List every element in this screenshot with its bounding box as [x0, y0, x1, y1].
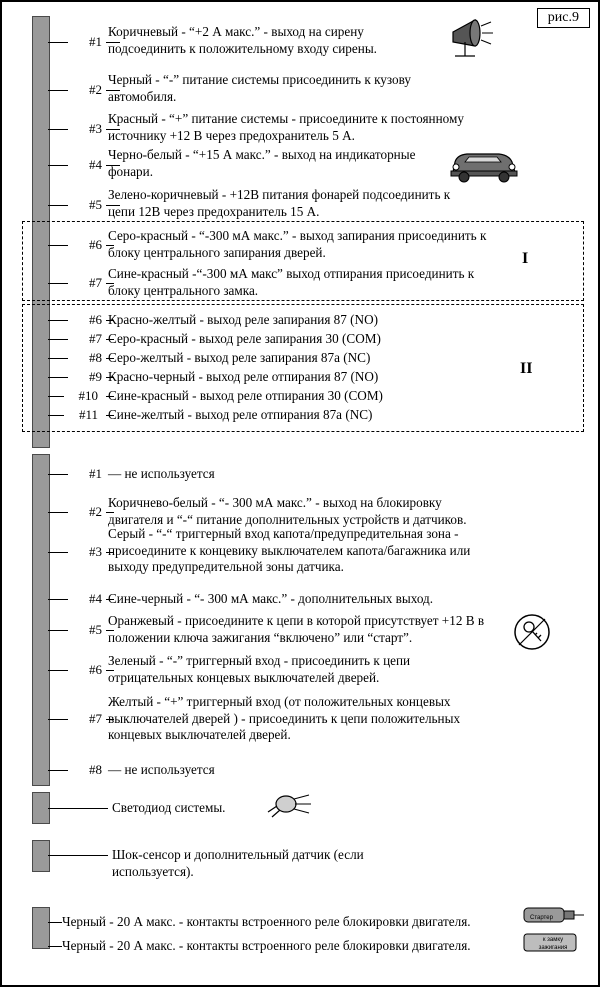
wire-number-b6: #6 [89, 662, 102, 677]
wire-number-2: #2 [89, 82, 102, 97]
wire-text-g2-7: Серо-красный - выход реле запирания 30 (COM) [108, 331, 381, 346]
wire-number-5: #5 [89, 197, 102, 212]
relay-text-2: Черный - 20 А макс. - контакты встроенного реле блокировки двигателя. [62, 938, 471, 953]
wire-number-b7: #7 [89, 711, 102, 726]
wire-text-3: Красный - “+” питание системы - присоедините к постоянному источнику +12 В через предохранитель 5 А. [108, 111, 464, 143]
wire-text-g2-6: Красно-желтый - выход реле запирания 87 (NO) [108, 312, 378, 327]
car-icon [445, 142, 525, 186]
siren-icon [445, 16, 515, 64]
wire-number-g2-7: #7 [89, 331, 102, 346]
wire-number-b8: #8 [89, 762, 102, 777]
wire-number-1: #1 [89, 34, 102, 49]
wire-number-b3: #3 [89, 544, 102, 559]
wire-text-g2-10: Сине-красный - выход реле отпирания 30 (COM) [108, 388, 383, 403]
ignition-key-icon [508, 610, 556, 654]
wire-number-3: #3 [89, 121, 102, 136]
wire-text-b6: Зеленый - “-” триггерный вход - присоединить к цепи отрицательных концевых выключателей дверей. [108, 653, 411, 685]
wire-number-g2-8: #8 [89, 350, 102, 365]
group-two-roman: II [520, 360, 533, 377]
wire-text-7: Сине-красный -“-300 мА макс” выход отпирания присоединить к блоку центрального замка. [108, 266, 475, 298]
wire-text-g2-8: Серо-желтый - выход реле запирания 87а (NC) [108, 350, 371, 365]
wire-text-b3: Серый - “-“ триггерный вход капота/предупредительная зона - присоедините к концевику выключателем капота/багажника или выходу предупредительной зоны датчика. [108, 526, 471, 574]
wire-text-2: Черный - “-” питание системы присоединить к кузову автомобиля. [108, 72, 411, 104]
wire-number-g2-6: #6 [89, 312, 102, 327]
wire-number-b5: #5 [89, 622, 102, 637]
relay-text-1: Черный - 20 А макс. - контакты встроенного реле блокировки двигателя. [62, 914, 471, 929]
wire-number-b1: #1 [89, 466, 102, 481]
lead-line-relay2 [48, 946, 62, 947]
wire-text-b2: Коричнево-белый - “- 300 мА макс.” - выход на блокировку двигателя и “-“ питание дополнительных устройств и датчиков. [108, 495, 467, 527]
wire-text-1: Коричневый - “+2 А макс.” - выход на сирену подсоединить к положительному входу сирены. [108, 24, 377, 56]
lock-label: к замку зажигания [538, 937, 568, 951]
wire-text-6: Серо-красный - “-300 мА макс.” - выход запирания присоединить к блоку центрального запирания дверей. [108, 228, 487, 260]
wire-number-7: #7 [89, 275, 102, 290]
harness-segment-shock [32, 840, 50, 872]
group-one-roman: I [522, 250, 529, 267]
wire-text-g2-9: Красно-черный - выход реле отпирания 87 (NO) [108, 369, 379, 384]
figure-label: рис.9 [537, 8, 590, 28]
wire-number-g2-9: #9 [89, 369, 102, 384]
harness-segment-relay [32, 907, 50, 949]
wire-number-b2: #2 [89, 504, 102, 519]
starter-label: Стартер [530, 915, 553, 921]
lead-line-relay1 [48, 922, 62, 923]
led-text: Светодиод системы. [112, 800, 226, 815]
lead-line-shock [48, 855, 108, 856]
wire-number-b4: #4 [89, 591, 102, 606]
lead-line-led [48, 808, 108, 809]
wire-text-b4: Сине-черный - “- 300 мА макс.” - дополнительных выход. [108, 591, 434, 606]
wire-text-b8: — не используется [108, 762, 215, 777]
wire-text-5: Зелено-коричневый - +12В питания фонарей подсоединить к цепи 12В через предохранитель 15 А. [108, 187, 451, 219]
harness-segment-mid [32, 454, 50, 786]
shock-text: Шок-сенсор и дополнительный датчик (если используется). [112, 847, 364, 879]
wire-text-b5: Оранжевый - присоедините к цепи в которой присутствует +12 В в положении ключа зажигания “включено” или “старт”. [108, 613, 485, 645]
wire-number-g2-10: #10 [78, 388, 98, 403]
wire-number-4: #4 [89, 157, 102, 172]
wire-text-b7: Желтый - “+” триггерный вход (от положительных концевых выключателей дверей ) - присоединить к цепи положительных концевых выключателей дверей. [108, 694, 461, 742]
wire-number-6: #6 [89, 237, 102, 252]
wire-text-g2-11: Сине-желтый - выход реле отпирания 87а (NC) [108, 407, 373, 422]
led-icon [264, 784, 320, 824]
wire-text-b1: — не используется [108, 466, 215, 481]
wire-text-4: Черно-белый - “+15 А макс.” - выход на индикаторные фонари. [108, 147, 416, 179]
wire-number-g2-11: #11 [78, 407, 98, 422]
